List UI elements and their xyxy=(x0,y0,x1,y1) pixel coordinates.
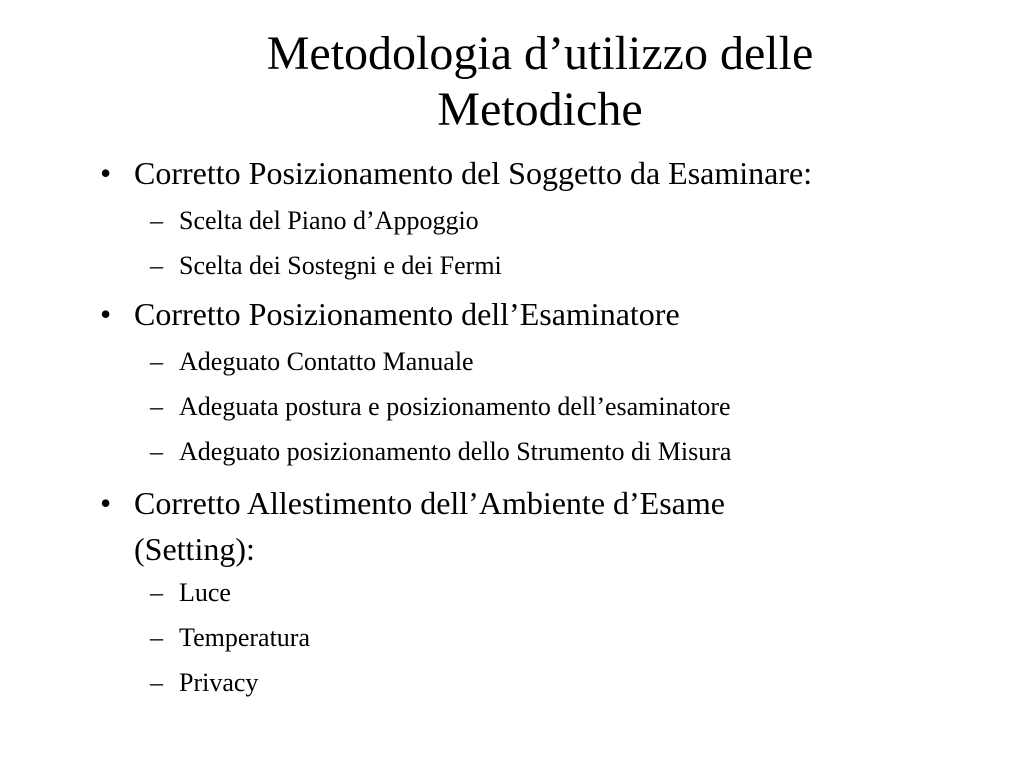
slide-title-line-2: Metodiche xyxy=(437,83,643,136)
dash-marker: – xyxy=(150,668,163,697)
slide-title xyxy=(130,26,950,138)
bullet-marker: • xyxy=(100,296,112,332)
slide-title-line-1: Metodologia d’utilizzo delle xyxy=(266,27,814,80)
dash-marker: – xyxy=(150,206,163,235)
dash-marker: – xyxy=(150,623,163,652)
bullet-text: Corretto Posizionamento del Soggetto da Esaminare: xyxy=(134,155,813,191)
sub-item-text: Scelta del Piano d’Appoggio xyxy=(179,206,479,235)
bullet-text: (Setting): xyxy=(134,531,255,567)
bullet-text: Corretto Posizionamento dell’Esaminatore xyxy=(134,296,680,332)
sub-item-text: Privacy xyxy=(179,668,259,697)
sub-item-text: Adeguata postura e posizionamento dell’esaminatore xyxy=(179,392,731,421)
sub-item-text: Adeguato Contatto Manuale xyxy=(179,347,474,376)
sub-item-text: Luce xyxy=(179,578,231,607)
dash-marker: – xyxy=(150,251,163,280)
bullet-marker: • xyxy=(100,485,112,521)
sub-item-text: Temperatura xyxy=(179,623,310,652)
sub-item-text: Adeguato posizionamento dello Strumento di Misura xyxy=(179,437,732,466)
dash-marker: – xyxy=(150,347,163,376)
dash-marker: – xyxy=(150,578,163,607)
sub-item-text: Scelta dei Sostegni e dei Fermi xyxy=(179,251,502,280)
dash-marker: – xyxy=(150,437,163,466)
dash-marker: – xyxy=(150,392,163,421)
bullet-text: Corretto Allestimento dell’Ambiente d’Esame xyxy=(134,485,725,521)
bullet-marker: • xyxy=(100,155,112,191)
